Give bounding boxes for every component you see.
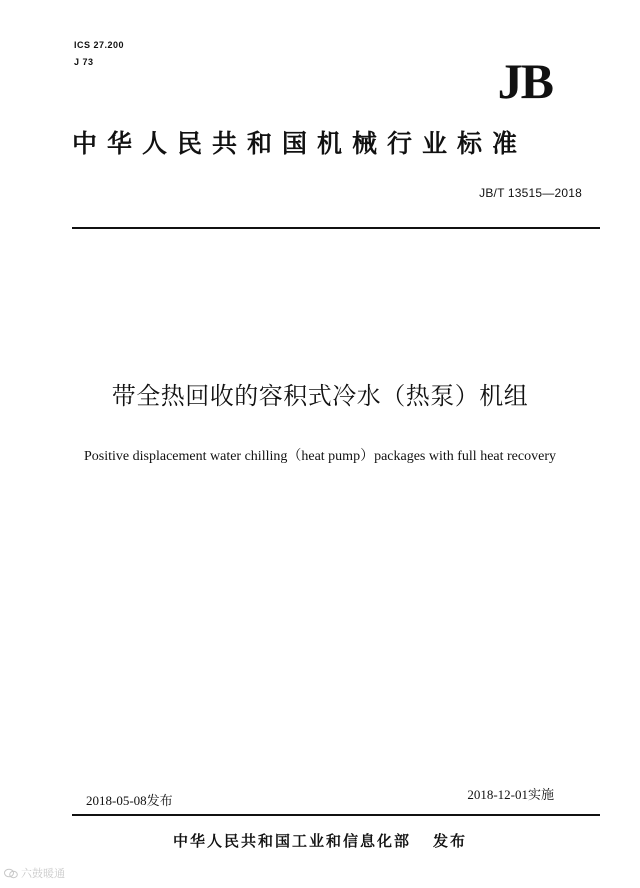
ccs-code: J 73 — [74, 57, 94, 67]
publish-label: 发布 — [433, 832, 468, 850]
bottom-divider — [72, 814, 600, 816]
standard-number: JB/T 13515—2018 — [479, 186, 582, 200]
document-title-cn: 带全热回收的容积式冷水（热泵）机组 — [111, 382, 529, 410]
jb-logo: JB — [497, 53, 552, 109]
document-title-en: Positive displacement water chilling（heat pump）packages with full heat recovery — [84, 449, 556, 464]
watermark-text: 六鼓暖通 — [21, 868, 65, 880]
watermark — [4, 865, 65, 881]
publisher-name: 中华人民共和国工业和信息化部 — [172, 832, 411, 850]
wechat-icon — [4, 868, 18, 879]
top-divider — [72, 227, 600, 229]
publish-date: 2018-05-08发布 — [86, 793, 173, 808]
publisher-line — [0, 830, 640, 851]
standard-title: 中华人民共和国机械行业标准 — [72, 129, 528, 158]
implement-date: 2018-12-01实施 — [467, 787, 554, 802]
ics-code: ICS 27.200 — [74, 40, 125, 50]
